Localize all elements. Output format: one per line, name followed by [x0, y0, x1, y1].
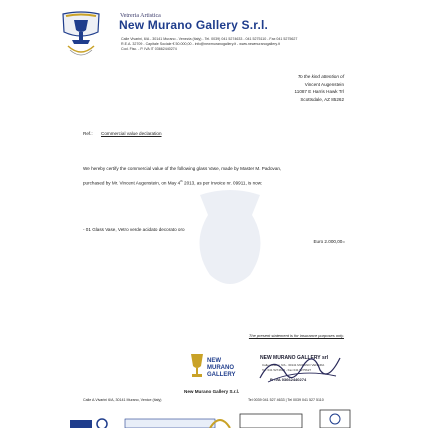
svg-text:GALLERY: GALLERY: [207, 372, 236, 378]
company-name: New Murano Gallery S.r.l.: [119, 18, 269, 32]
stamp-phone: Tel. 041 5274633 - Fax 041 5275627: [262, 368, 312, 372]
certification-text-line: We hereby certify the commercial value of the following glass Vase, made by Master M. Padovan,: [83, 166, 282, 171]
company-crest-logo: [60, 10, 102, 62]
badge-circle-icon: [97, 419, 107, 428]
recipient-name: Vincent Augenstein: [304, 82, 344, 87]
badge-certificate-icon: [240, 414, 302, 428]
company-subtitle: Vetreria Artistica: [120, 13, 161, 19]
gallery-stamp-logo: [189, 352, 249, 382]
recipient-street: 11087 E Harris Hawk Trl: [294, 89, 344, 94]
badge-banner-icon: [125, 419, 215, 428]
insurance-footnote: The present statement is for insurance purposes only.: [248, 333, 344, 338]
handwritten-signature: [258, 348, 343, 388]
reference-subject: Commercial value declaration: [101, 131, 162, 136]
reference-label: Ref.:: [83, 131, 93, 136]
recipient-attention: To the kind attention of: [297, 74, 344, 79]
partner-badges-strip: [70, 408, 360, 428]
header-registration-line: R.E.A. 32709 - Capitale Sociale € 50.000,00 - info@newmuranogallery.it - www.newmuranogallery.it: [121, 42, 280, 46]
svg-text:MURANO: MURANO: [207, 365, 234, 371]
svg-text:NEW: NEW: [207, 358, 221, 364]
stamp-company-name: NEW MURANO GALLERY srl: [260, 355, 329, 361]
header-address-line: Calle Vivarini, 6/A - 30141 Murano - Venezia (Italy) - Tel. 0039) 041 5274633 - 041 5275110 - Fax 041 5275627: [121, 37, 298, 41]
certification-text-line: purchased by Mr. Vincent Augenstein, on May 4th 2013, as per Invoice nr. 09911, is now:: [83, 179, 263, 186]
header-tax-line: Cod. Fisc. - P. IVA IT 03662440274: [121, 47, 177, 51]
badge-left-icon: [70, 420, 92, 428]
stamp-address: Calle Vivarini, 6/A - 30141 MURANO VENEZIA: [262, 363, 325, 367]
item-description: - 01 Glass Vase, Vetro verde acidato decorato oro: [83, 227, 185, 232]
footer-address: Calle A.Vivarini 6/A, 30141 Murano, Venice (Italy): [83, 398, 162, 402]
badge-seal-icon: [320, 410, 350, 428]
item-price: Euro 2.000,00=: [313, 239, 345, 244]
recipient-city: Scottsdale, AZ 85262: [300, 97, 344, 102]
footer-phones: Tel 0039 041 527 4633 | Tel 0039 041 527 5110: [248, 398, 324, 402]
vase-watermark-image: [160, 185, 300, 295]
footer-company-name: New Murano Gallery S.r.l.: [184, 389, 240, 394]
stamp-vat: P. IVA 03662440274: [270, 377, 307, 382]
